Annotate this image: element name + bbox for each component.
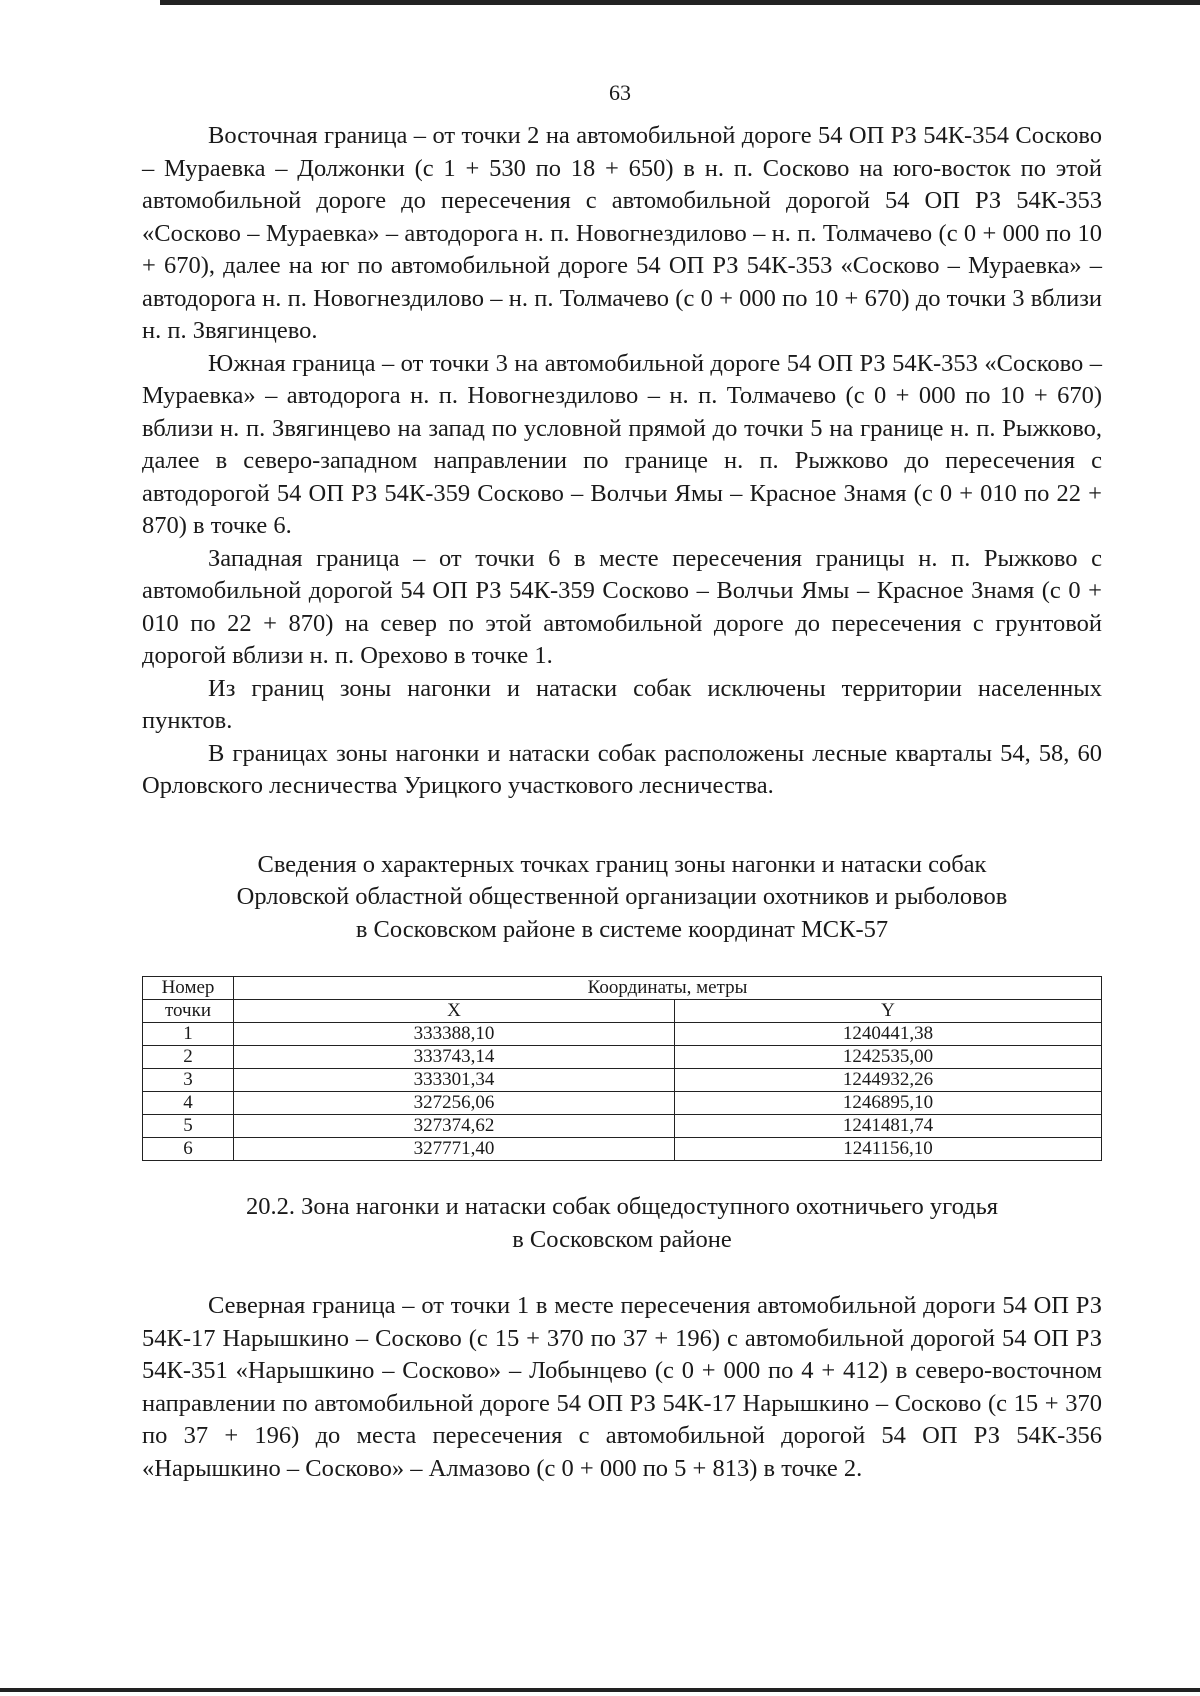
cell-x: 333301,34: [234, 1069, 675, 1092]
cell-x: 327771,40: [234, 1138, 675, 1161]
cell-point: 3: [143, 1069, 234, 1092]
table-row: [143, 1138, 1102, 1161]
paragraph-north-border: Северная граница – от точки 1 в месте пересечения автомобильной дороги 54 ОП РЗ 54К-17 Нарышкино – Сосково (с 15 + 370 по 37 + 196) с автомобильной дорогой 54 ОП РЗ 54К-351 «Нарышкино – Сосково» – Лобынцево (с 0 + 000 по 4 + 412) в северо-восточном направлении по автомобильной дороге 54 ОП РЗ 54К-17 Нарышкино – Сосково (с 15 + 370 по 37 + 196) до места пересечения с автомобильной дорогой 54 ОП РЗ 54К-356 «Нарышкино – Сосково» – Алмазово (с 0 + 000 по 5 + 813) в точке 2.: [142, 1292, 1102, 1482]
table-row: [143, 1092, 1102, 1115]
document-body: [142, 120, 1102, 1485]
header-y: Y: [675, 1000, 1102, 1023]
section-heading: [142, 1191, 1102, 1256]
paragraph-west-border: Западная граница – от точки 6 в месте пересечения границы н. п. Рыжково с автомобильной дорогой 54 ОП РЗ 54К-359 Сосково – Волчьи Ямы – Красное Знамя (с 0 + 010 по 22 + 870) на север по этой автомобильной дороге до пересечения с грунтовой дорогой вблизи н. п. Орехово в точке 1.: [142, 544, 1102, 669]
cell-point: 2: [143, 1046, 234, 1069]
cell-y: 1241481,74: [675, 1115, 1102, 1138]
bottom-border-line: [0, 1688, 1200, 1692]
table-header-row: [143, 1000, 1102, 1023]
table-row: [143, 1069, 1102, 1092]
cell-x: 327374,62: [234, 1115, 675, 1138]
table-caption: [142, 849, 1102, 947]
section-heading-line: 20.2. Зона нагонки и натаски собак общедоступного охотничьего угодья: [245, 1193, 999, 1220]
paragraph-forest-quarters: В границах зоны нагонки и натаски собак расположены лесные кварталы 54, 58, 60 Орловского лесничества Урицкого участкового лесничества.: [142, 739, 1102, 799]
header-x: X: [234, 1000, 675, 1023]
paragraph-south-border: Южная граница – от точки 3 на автомобильной дороге 54 ОП РЗ 54К-353 «Сосково – Мураевка» – автодорога н. п. Новогнездилово – н. п. Толмачево (с 0 + 000 по 10 + 670) вблизи н. п. Звягинцево на запад по условной прямой до точки 5 на границе н. п. Рыжково, далее в северо-западном направлении по границе н. п. Рыжково до пересечения с автодорогой 54 ОП РЗ 54К-359 Сосково – Волчьи Ямы – Красное Знамя (с 0 + 010 по 22 + 870) в точке 6.: [142, 349, 1102, 539]
header-point-number: Номер: [143, 977, 234, 1000]
cell-point: 5: [143, 1115, 234, 1138]
cell-point: 6: [143, 1138, 234, 1161]
cell-x: 327256,06: [234, 1092, 675, 1115]
page-number: 63: [609, 80, 631, 105]
cell-point: 1: [143, 1023, 234, 1046]
cell-x: 333388,10: [234, 1023, 675, 1046]
top-border-line: [160, 0, 1200, 5]
table-caption-line: Орловской областной общественной организации охотников и рыболовов: [236, 883, 1008, 910]
table-caption-line: Сведения о характерных точках границ зоны нагонки и натаски собак: [257, 850, 987, 878]
table-caption-line: в Сосковском районе в системе координат МСК-57: [355, 915, 889, 943]
table-row: [143, 1046, 1102, 1069]
cell-x: 333743,14: [234, 1046, 675, 1069]
table-header-row: [143, 977, 1102, 1000]
header-coordinates: Координаты, метры: [234, 977, 1102, 1000]
table-row: [143, 1115, 1102, 1138]
paragraph-exclusions: Из границ зоны нагонки и натаски собак исключены территории населенных пунктов.: [142, 674, 1102, 734]
section-heading-line: в Сосковском районе: [512, 1225, 732, 1253]
cell-point: 4: [143, 1092, 234, 1115]
coordinates-table: [142, 976, 1102, 1161]
table-row: [143, 1023, 1102, 1046]
header-point-number-cont: точки: [143, 1000, 234, 1023]
cell-y: 1246895,10: [675, 1092, 1102, 1115]
cell-y: 1244932,26: [675, 1069, 1102, 1092]
cell-y: 1241156,10: [675, 1138, 1102, 1161]
cell-y: 1242535,00: [675, 1046, 1102, 1069]
cell-y: 1240441,38: [675, 1023, 1102, 1046]
paragraph-east-border: Восточная граница – от точки 2 на автомобильной дороге 54 ОП РЗ 54К-354 Сосково – Мураевка – Должонки (с 1 + 530 по 18 + 650) в н. п. Сосково на юго-восток по этой автомобильной дороге до пересечения с автомобильной дорогой 54 ОП РЗ 54К-353 «Сосково – Мураевка» – автодорога н. п. Новогнездилово – н. п. Толмачево (с 0 + 000 по 10 + 670), далее на юг по автомобильной дороге 54 ОП РЗ 54К-353 «Сосково – Мураевка» – автодорога н. п. Новогнездилово – н. п. Толмачево (с 0 + 000 по 10 + 670) до точки 3 вблизи н. п. Звягинцево.: [142, 122, 1102, 344]
